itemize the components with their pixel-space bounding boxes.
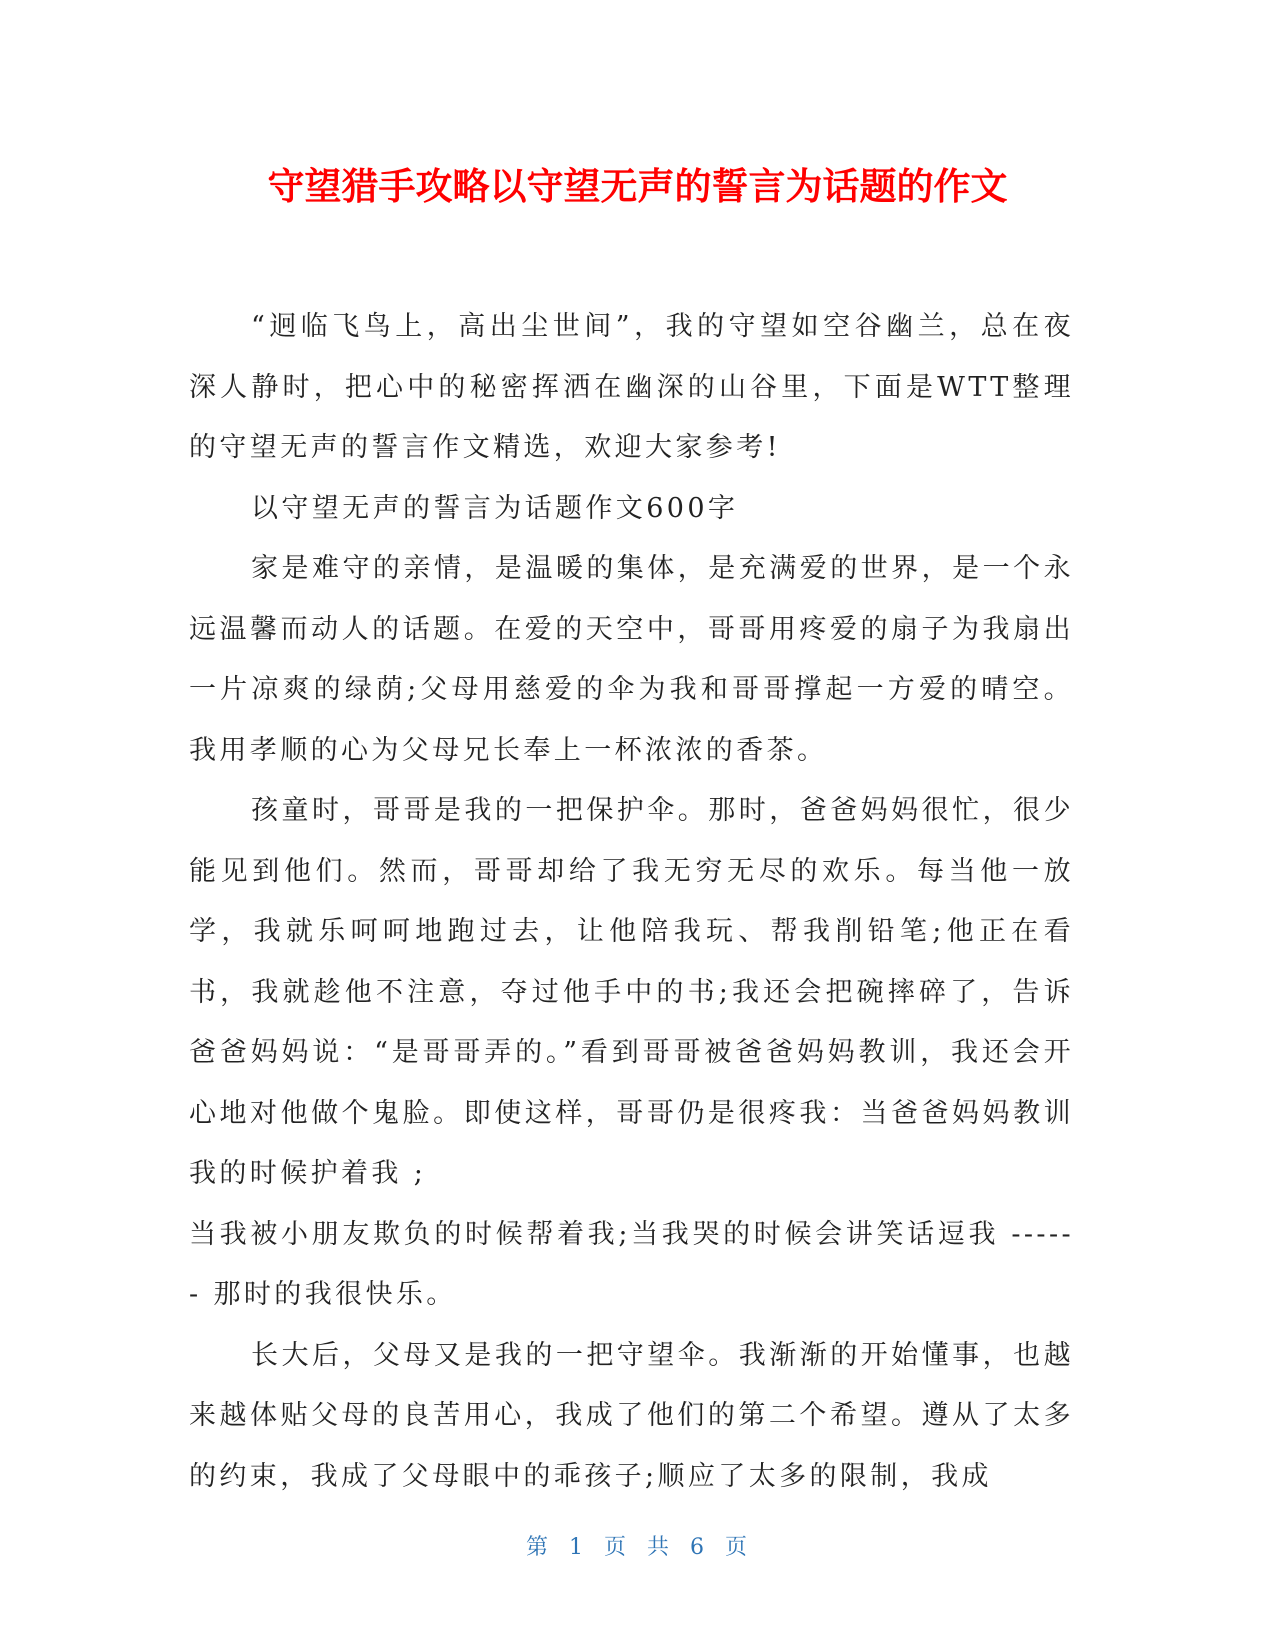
page-footer: 第 1 页 共 6 页 bbox=[526, 1535, 749, 1560]
paragraph-childhood: 孩童时，哥哥是我的一把保护伞。那时，爸爸妈妈很忙，很少能见到他们。然而，哥哥却给了我无穷无尽的欢乐。每当他一放学，我就乐呵呵地跑过去，让他陪我玩、帮我削铅笔;他正在看书，我就趁他不注意，夺过他手中的书;我还会把碗摔碎了，告诉爸爸妈妈说：“是哥哥弄的。”看到哥哥被爸爸妈妈教训，我还会开心地对他做个鬼脸。即使这样，哥哥仍是很疼我：当爸爸妈妈教训我的时候护着我 ; bbox=[189, 795, 1074, 1189]
paragraph-family: 家是难守的亲情，是温暖的集体，是充满爱的世界，是一个永远温馨而动人的话题。在爱的天空中，哥哥用疼爱的扇子为我扇出一片凉爽的绿荫;父母用慈爱的伞为我和哥哥撑起一方爱的晴空。我用孝顺的心为父母兄长奉上一杯浓浓的香茶。 bbox=[189, 553, 1074, 766]
document-body bbox=[189, 297, 1074, 1507]
document-title: 守望猎手攻略以守望无声的誓言为话题的作文 bbox=[267, 165, 1008, 208]
paragraph-intro: “迥临飞鸟上，高出尘世间”，我的守望如空谷幽兰，总在夜深人静时，把心中的秘密挥洒在幽深的山谷里，下面是WTT整理的守望无声的誓言作文精选，欢迎大家参考! bbox=[189, 311, 1074, 463]
paragraph-childhood-continued: 当我被小朋友欺负的时候帮着我;当我哭的时候会讲笑话逗我 ------ 那时的我很快乐。 bbox=[189, 1218, 1074, 1310]
paragraph-growing-up: 长大后，父母又是我的一把守望伞。我渐渐的开始懂事，也越来越体贴父母的良苦用心，我成了他们的第二个希望。遵从了太多的约束，我成了父母眼中的乖孩子;顺应了太多的限制，我成 bbox=[189, 1339, 1074, 1492]
paragraph-subheading: 以守望无声的誓言为话题作文600字 bbox=[251, 492, 739, 524]
